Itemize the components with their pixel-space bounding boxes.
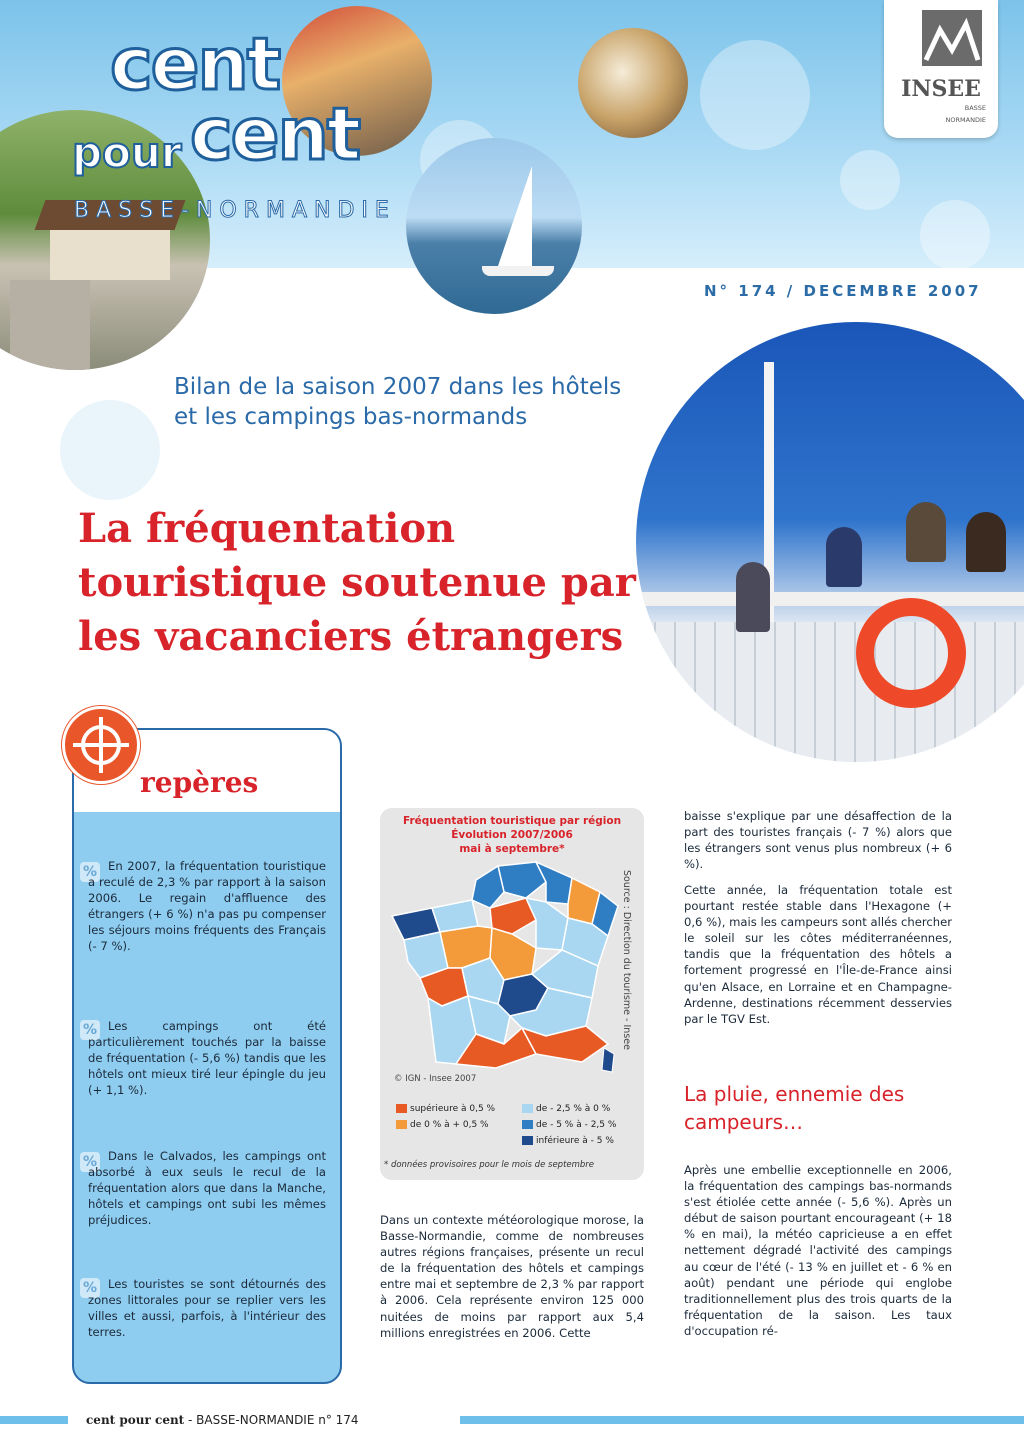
subtitle: Bilan de la saison 2007 dans les hôtels et les campings bas-normands	[174, 374, 622, 430]
reperes-item: Les campings ont été particulièrement touchés par la baisse de fréquentation (- 5,6 %) tandis que les hôtels ont mieux tiré leur épingle du jeu (+ 1,1 %).	[88, 1019, 326, 1097]
legend-swatch	[396, 1120, 407, 1129]
issue-number: N° 174 / DECEMBRE 2007	[704, 282, 982, 300]
logo-cent-top: cent	[110, 22, 280, 106]
legend-label: supérieure à 0,5 %	[410, 1104, 496, 1114]
insee-emblem-icon	[922, 10, 982, 66]
legend-label: de - 5 % à - 2,5 %	[536, 1120, 617, 1130]
bullet-icon: %	[80, 1152, 100, 1172]
cruise-photo	[636, 322, 1024, 762]
reperes-title: repères	[140, 766, 259, 799]
body-paragraph: Après une embellie exceptionnelle en 2006, la fréquentation des campings bas-normands s'est étiolée cette année (- 5,6 %). Après un début de saison pourtant encourageant (+ 18 % en mai), la météo capricieuse a en effet nettement dégradé l'activité des campings au cœur de l'été (- 13 % en juillet et - 6 % en août) pendant une période qui englobe traditionnellement plus des trois quarts de la fréquentation de la saison. Les taux d'occupation ré-	[684, 1163, 952, 1338]
map-region	[526, 898, 568, 950]
legend-swatch	[522, 1120, 533, 1129]
sailboat-photo	[406, 138, 582, 314]
map-region	[472, 866, 504, 908]
map-note: * données provisoires pour le mois de septembre	[384, 1160, 595, 1170]
logo-cent-bottom: cent	[190, 92, 360, 176]
france-region-map	[386, 858, 626, 1074]
map-source: Source : Direction du tourisme - Insee	[621, 870, 632, 1050]
map-title-line: Évolution 2007/2006	[451, 829, 573, 841]
reperes-item: En 2007, la fréquentation touristique a reculé de 2,3 % par rapport à la saison 2006. Le regain d'affluence des étrangers (+ 6 %) n'a pas pu compenser les séjours moins fréquents des Français (- 7 %).	[88, 859, 326, 953]
bullet-icon: %	[80, 1020, 100, 1040]
map-title-line: mai à septembre*	[459, 843, 565, 855]
body-paragraph: Cette année, la fréquentation totale est pourtant restée stable dans l'Hexagone (+ 0,6 %), mais les campeurs sont allés chercher le soleil sur les côtes méditerranéennes, tandis que la fréquentation des hôtels a fortement progressé en l'Île-de-France ainsi qu'en Alsace, en Lorraine et en Champagne-Ardenne, destinations récemment desservies par le TGV Est.	[684, 883, 952, 1026]
footer-issue: - BASSE-NORMANDIE n° 174	[184, 1413, 359, 1427]
body-column-middle: Dans un contexte météorologique morose, la Basse-Normandie, comme de nombreuses autres régions françaises, présente un recul de la fréquentation des hôtels et campings entre mai et septembre de 2,3 % par rapport à 2006. Cela représente environ 125 000 nuitées de moins par rapport aux 5,4 millions enregistrées en 2006. Cette	[380, 1213, 644, 1340]
reperes-box	[72, 728, 342, 1384]
legend-swatch	[522, 1136, 533, 1145]
insee-sub-basse: BASSE	[964, 104, 986, 112]
body-paragraph: baisse s'explique par une désaffection de la part des touristes français (- 7 %) alors que les étrangers sont venus plus nombreux (+ 6 %).	[684, 809, 952, 872]
legend-item	[522, 1104, 610, 1114]
legend-item	[396, 1104, 495, 1114]
cheese-photo	[578, 28, 688, 138]
insee-sub-normandie: NORMANDIE	[945, 116, 986, 124]
legend-label: de - 2,5 % à 0 %	[536, 1104, 611, 1114]
footer-brand: cent pour cent	[86, 1413, 185, 1427]
legend-label: de 0 % à + 0,5 %	[410, 1120, 489, 1130]
decor-bubble	[60, 400, 160, 500]
legend-label: inférieure à - 5 %	[536, 1136, 614, 1146]
logo-region: BASSE-NORMANDIE	[74, 198, 396, 223]
legend-item	[396, 1120, 489, 1130]
main-title: La fréquentation touristique soutenue par les vacanciers étrangers	[78, 505, 636, 660]
map-copyright: © IGN - Insee 2007	[394, 1074, 477, 1084]
footer	[86, 1413, 359, 1427]
legend-item	[522, 1136, 614, 1146]
insee-label: INSEE	[901, 76, 981, 102]
decor-bubble	[700, 40, 810, 150]
map-title	[380, 814, 644, 856]
decor-bubble	[840, 150, 900, 210]
legend-swatch	[522, 1104, 533, 1113]
logo-pour: pour	[72, 128, 182, 177]
target-icon	[62, 706, 140, 784]
bullet-icon: %	[80, 862, 100, 882]
legend-swatch	[396, 1104, 407, 1113]
insee-logo	[884, 0, 998, 138]
footer-rule-right	[460, 1416, 1024, 1424]
legend-item	[522, 1120, 616, 1130]
map-region	[602, 1048, 614, 1072]
reperes-item: Les touristes se sont détournés des zones littorales pour se replier vers les villes et aussi, parfois, à l'intérieur des terres.	[88, 1277, 326, 1339]
footer-rule-left	[0, 1416, 68, 1424]
section-heading: La pluie, ennemie des campeurs…	[684, 1082, 905, 1134]
map-title-line: Fréquentation touristique par région	[402, 815, 622, 827]
reperes-item: Dans le Calvados, les campings ont absorbé à eux seuls le recul de la fréquentation alors que dans la Manche, hôtels et campings ont subi les mêmes préjudices.	[88, 1149, 326, 1227]
decor-bubble	[920, 200, 990, 270]
bullet-icon: %	[80, 1278, 100, 1298]
